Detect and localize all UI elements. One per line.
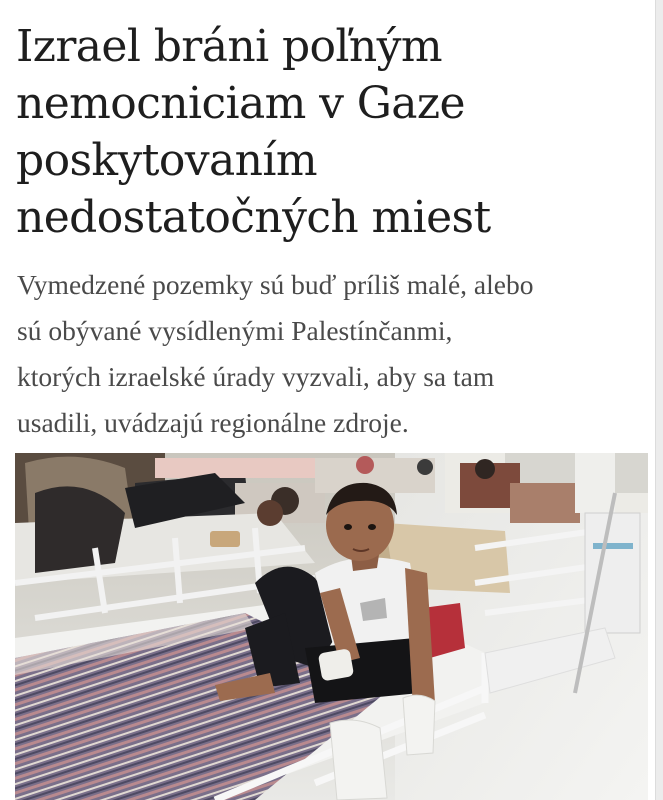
article-headline: Izrael bráni poľným nemocniciam v Gaze poskytovaním nedostatočných miest xyxy=(16,21,491,243)
article-photo xyxy=(15,453,648,800)
scroll-edge xyxy=(655,0,663,800)
article-subtitle: Vymedzené pozemky sú buď príliš malé, alebo sú obývané vysídlenými Palestínčanmi, ktorých izraelské úrady vyzvali, aby sa tam usadili, uvádzajú regionálne zdroje. xyxy=(17,269,534,438)
